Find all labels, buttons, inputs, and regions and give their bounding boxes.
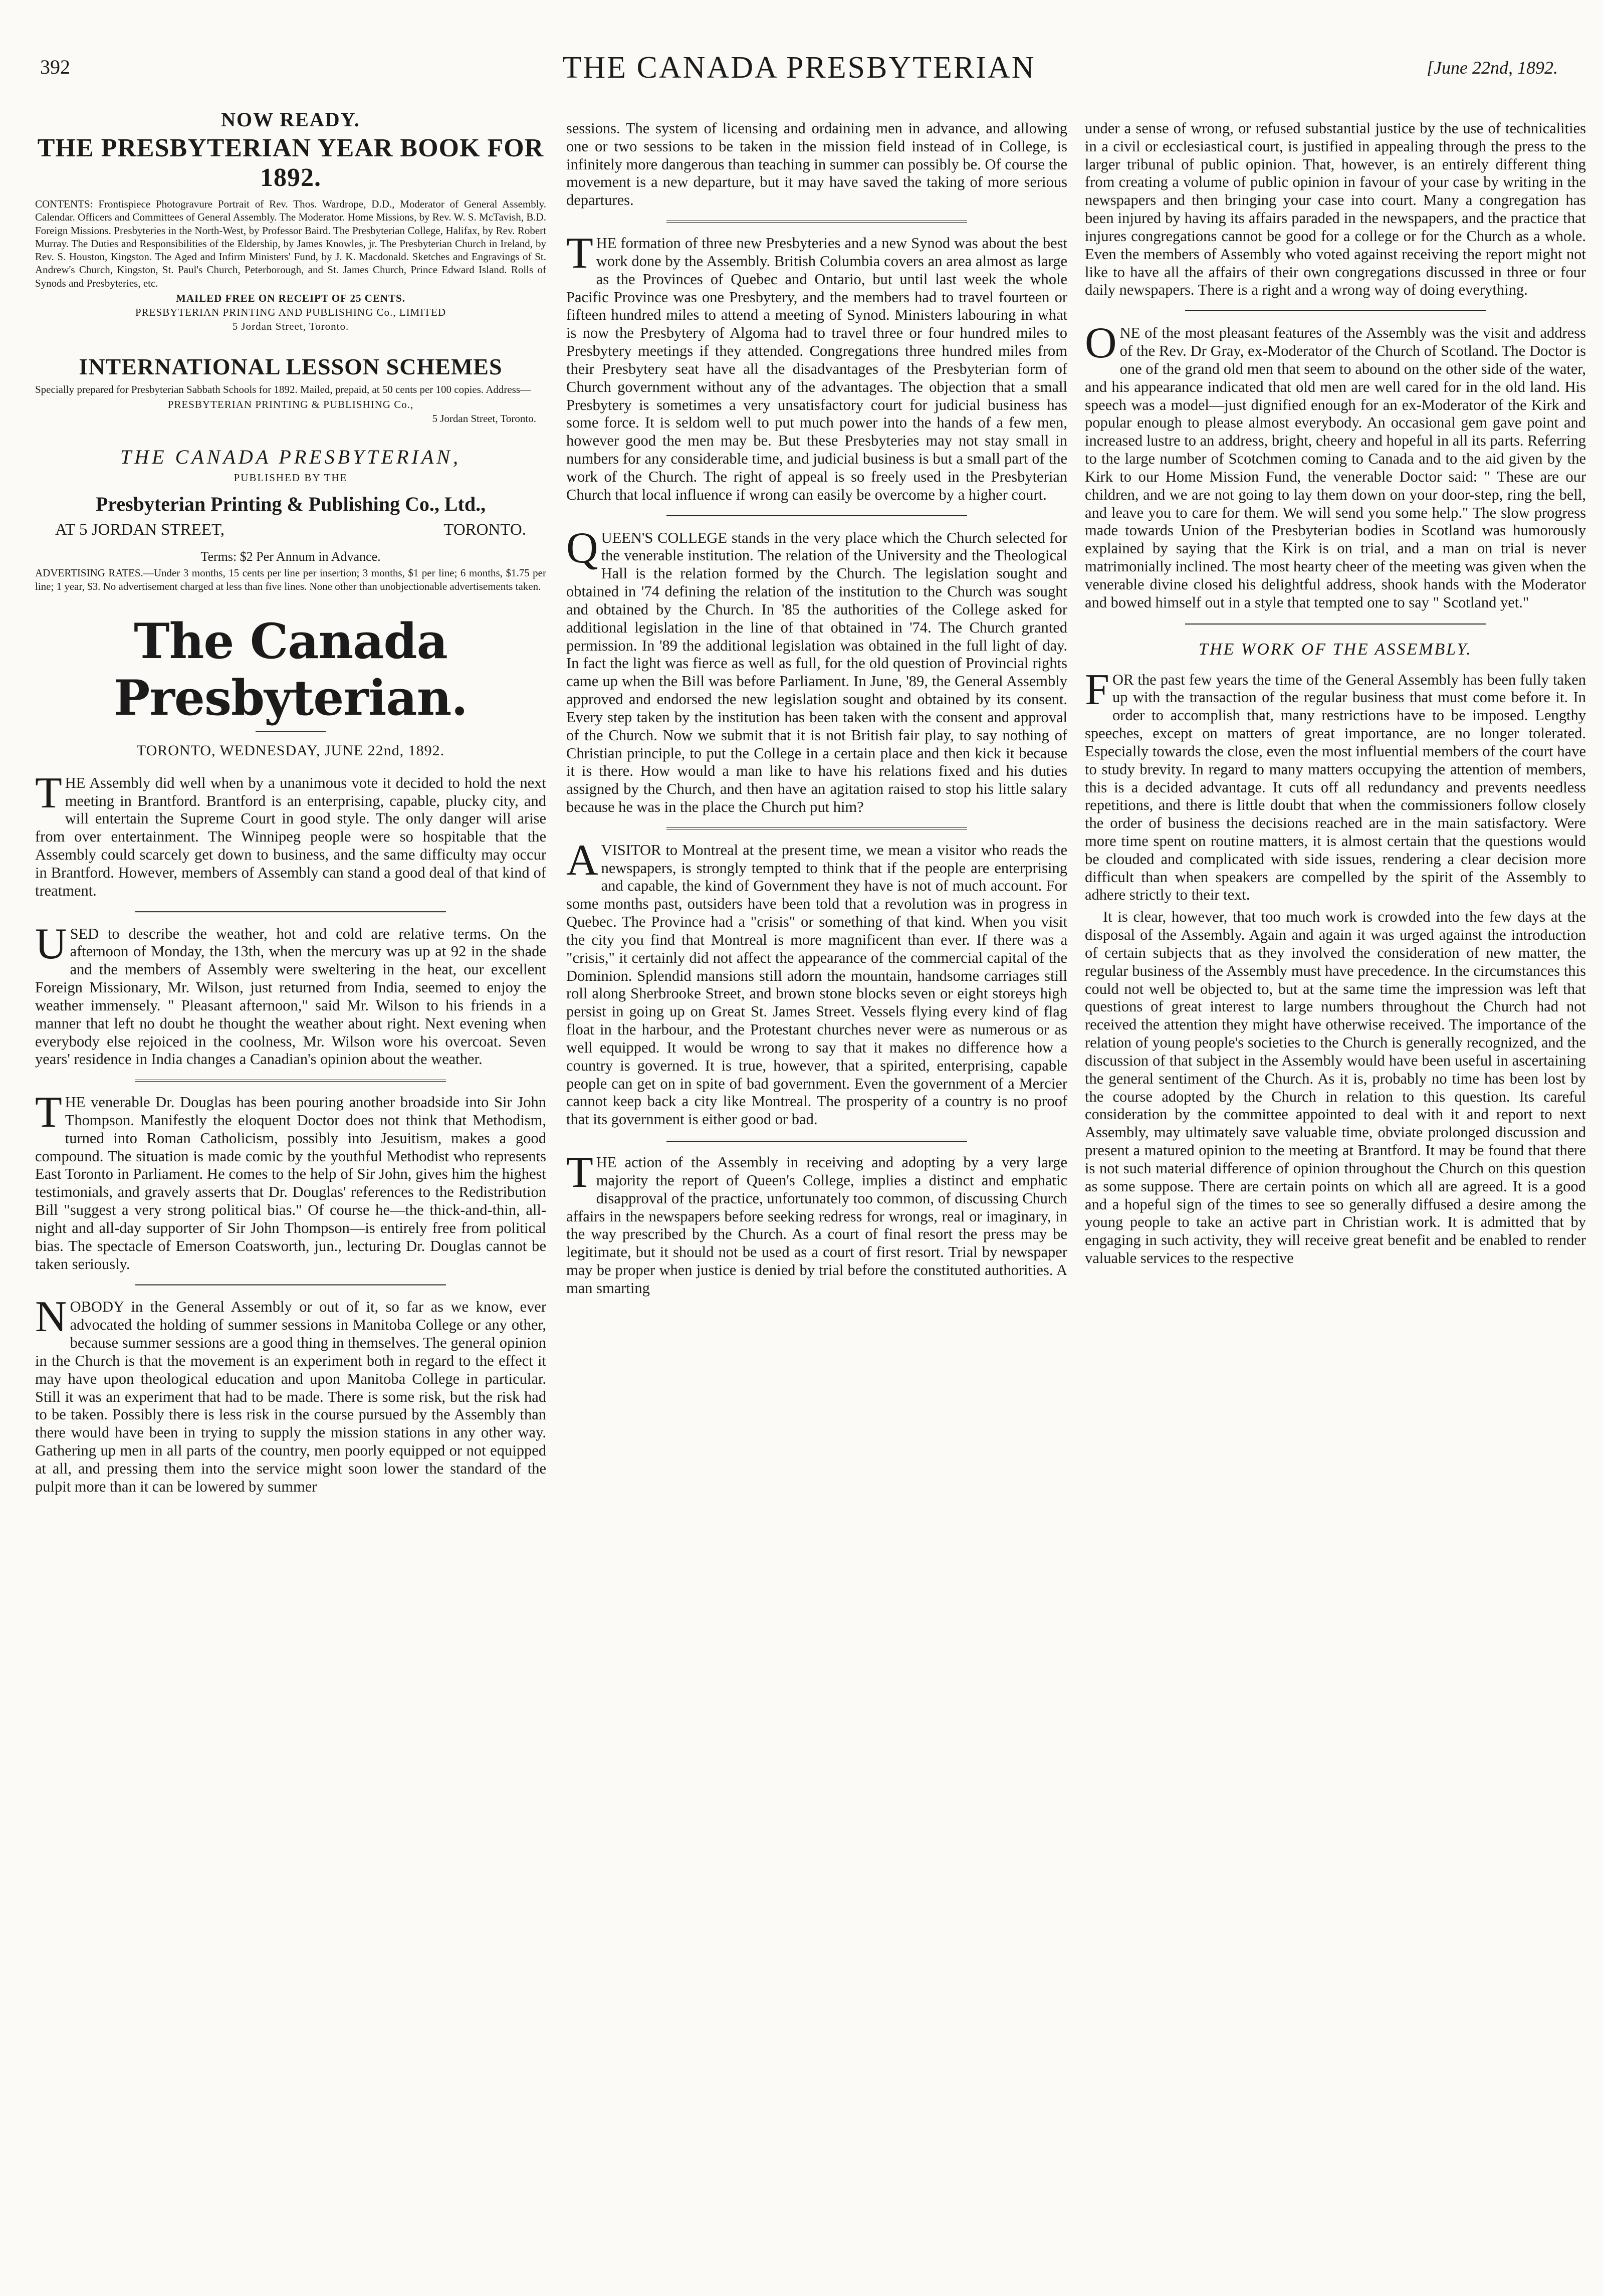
drop-cap: T (566, 1148, 593, 1197)
article-paragraph (566, 229, 1067, 504)
paragraph-text: SED to describe the weather, hot and cold are relative terms. On the afternoon of Monday, the 13th, when the mercury was up at 92 in the shade and the members of Assembly were sweltering in the heat, our excellent Foreign Missionary, Mr. Wilson, just returned from India, seemed to enjoy the weather immensely. " Pleasant afternoon," said Mr. Wilson to his friends in a manner that left no doubt he thought the weather about right. Next evening when everybody else rejoiced in the coolness, Mr. Wilson wore his overcoat. Seven years' residence in India changes a Canadian's opinion about the weather. (35, 925, 546, 1068)
article-paragraph (1085, 908, 1586, 1268)
paragraph-text: HE formation of three new Presbyteries and a new Synod was about the best work done by the Assembly. British Columbia covers an area almost as large as the Provinces of Quebec and Ontario, but until last week the whole Pacific Province was one Presbytery, and the members had to travel fourteen or fifteen hundred miles to attend a meeting of Synod. Ministers labouring in what is now the Presbytery of Algoma had to travel three or four hundred miles to Presbytery meetings if they attended. Congregations three hundred miles from their Presbytery seat have all the disadvantages of the Presbyterian form of Church government without any of the advantages. The objection that a small Presbytery is sometimes a very unsatisfactory court for judicial business has some force. It is seldom well to put much power into the hands of a few men, however good the men may be. But these Presbyteries may not stay small in numbers for any considerable time, and judicial business is but a small part of the work of the Church. The right of appeal is so freely used in the Presbyterian Church that local influence if wrong can easily be overcome by a higher court. (566, 235, 1067, 503)
paragraph-text: HE Assembly did well when by a unanimous vote it decided to hold the next meeting in Brantford. Brantford is an enterprising, capable, plucky city, and will entertain the Supreme Court in good style. The only danger will arise from over entertainment. The Winnipeg people were so hospitable that the Assembly could scarcely get down to business, and the same difficulty may occur in Brantford. However, members of Assembly can stand a good deal of that kind of treatment. (35, 774, 546, 899)
lesson-schemes-title: INTERNATIONAL LESSON SCHEMES (79, 353, 503, 379)
paragraph-text: OR the past few years the time of the General Assembly has been fully taken up with the transaction of the regular business that must come before it. In order to accomplish that, many restrictions have to be imposed. Lengthy speeches, except on matters of great importance, are no longer tolerated. Especially towards the close, even the most influential members of the court have to study brevity. In regard to many matters occupying the attention of members, this is a decided advantage. It cuts off all redundancy and prevents needless repetitions, and there is little doubt that when the commissioners follow closely the order of business the decisions reached are in the main satisfactory. Were more time spent on routine matters, it is almost certain that the questions would be clouded and complicated with side issues, rendering a clear decision more difficult than when speakers are compelled by the spirit of the Assembly to adhere strictly to their text. (1085, 671, 1586, 904)
issue-date-header: [June 22nd, 1892. (1427, 58, 1558, 78)
paragraph-text: It is clear, however, that too much work is crowded into the few days at the disposal of the Assembly. Again and again it was urged against the introduction of certain subjects that as they involved the consideration of new matter, the regular business of the Assembly must have precedence. In the circumstances this could not well be objected to, but at the same time the impression was left that questions of great interest to large numbers throughout the Church had not received the attention they might have otherwise received. The importance of the relation of young people's societies to the Church is generally recognized, and the discussion of that subject in the Assembly would have been useful in ascertaining the general sentiment of the Church. As it is, probably no time has been lost by the course adopted by the Church in relation to this question. Its careful consideration by the committee appointed to deal with it and report to next Assembly, may ultimately save valuable time, obviate prolonged discussion and present a matured opinion to the meeting at Brantford. It may be found that there is not such material difference of opinion throughout the Church on this question as some suppose. There are certain points on which all are agreed. It is a good and a hopeful sign of the times to see so generally diffused a desire among the young people to take an active part in Christian work. It is admitted that by engaging in such activity, they will receive great benefit and be enabled to render valuable services to the respective (1085, 908, 1586, 1267)
advertisement-block (35, 108, 546, 593)
section-divider (135, 911, 446, 913)
section-divider (666, 827, 967, 829)
printer-name: PRESBYTERIAN PRINTING AND PUBLISHING Co., LIMITED (135, 306, 446, 318)
paragraph-text: NE of the most pleasant features of the Assembly was the visit and address of the Rev. Dr Gray, ex-Moderator of the Church of Scotland. The Doctor is one of the grand old men that seem to abound on the other side of the water, and his appearance indicated that old men are well cared for in the old land. His speech was a model—just dignified enough for an ex-Moderator of the Kirk and popular enough to please almost everybody. An occasional gem gave point and increased lustre to an address, bright, cheery and hopeful in all its parts. Referring to the large number of Scotchmen coming to Canada and to the aid given by the Kirk to our Home Mission Fund, the venerable Doctor said: " These are our children, and we are not going to lay them down on your door-step, ring the bell, and leave you to care for them. We will send you some help." The slow progress made towards Union of the Presbyterian bodies in Scotland was humorously explained by saying that the Kirk is on trial, and a man on trial is never matrimonially inclined. The most hearty cheer of the meeting was given when the venerable divine closed his delightful address, shook hands with the Moderator and bowed himself out in a style that tempted one to say " Scotland yet." (1085, 324, 1586, 611)
column-1 (35, 108, 546, 2271)
article-paragraph (1085, 319, 1586, 611)
section-divider (135, 1284, 446, 1286)
paragraph-text: UEEN'S COLLEGE stands in the very place which the Church selected for the venerable institution. The relation of the University and the Theological Hall is the relation formed by the Church. The legislation sought and obtained in '74 defining the relation of the institution to the Church was sought and obtained by the Church. In '85 the authorities of the College asked for additional legislation in the line of that obtained in '74. The Church granted permission. In '89 the additional legislation was obtained in the full light of day. In fact the light was fierce as well as full, for the old question of Provincial rights came up when the Bill was before Parliament. In June, '89, the General Assembly approved and endorsed the new legislation sought and obtained by its consent. Every step taken by the institution has been taken with the consent and approval of the Church. Now we submit that it is not British fair play, to say nothing of Christian principle, to put the College in a certain place and then kick it because it is there. How would a man like to have his relations fixed and his duties assigned by the Church, and then have an agitation raised to stop his little salary because he was in the place the Church put him? (566, 529, 1067, 815)
now-ready: NOW READY. (221, 108, 360, 131)
section-divider (1185, 310, 1486, 312)
drop-cap: N (35, 1293, 67, 1342)
paragraph-text: under a sense of wrong, or refused substantial justice by the use of technicalities in a civil or ecclesiastical court, is justified in appealing through the press to the larger tribunal of public opinion. That, however, is an entirely different thing from creating a volume of public opinion in favour of your case by writing in the newspapers and then bringing your case into court. Many a congregation has been injured by having its affairs paraded in the newspapers, and the practice that injures congregations cannot be good for a college or for the Church as a whole. Even the members of Assembly who voted against receiving the report might not like to have all the affairs of their own congregations discussed in three or four daily newspapers. There is a right and a wrong way of doing everything. (1085, 120, 1586, 299)
column-2 (566, 108, 1067, 2271)
section-divider (666, 515, 967, 517)
divider (256, 731, 326, 732)
drop-cap: T (35, 1088, 62, 1137)
lesson-schemes-printer: PRESBYTERIAN PRINTING & PUBLISHING Co., (167, 398, 414, 410)
mailed-free: MAILED FREE ON RECEIPT OF 25 CENTS. (176, 292, 405, 304)
section-divider (666, 1140, 967, 1142)
newspaper-title: THE CANADA PRESBYTERIAN (562, 51, 1036, 85)
subscription-terms: Terms: $2 Per Annum in Advance. (200, 549, 381, 564)
article-paragraph (566, 836, 1067, 1129)
drop-cap: Q (566, 523, 598, 572)
drop-cap: U (35, 919, 67, 968)
article-paragraph (35, 1293, 546, 1496)
paragraph-text: VISITOR to Montreal at the present time, we mean a visitor who reads the newspapers, is strongly tempted to think that if the people are enterprising and capable, the kind of Government they have is not of much account. For some months past, outsiders have been told that a revolution was in progress in Quebec. The Province had a "crisis" or something of that kind. When you visit the city you find that Montreal is more magnificent than ever. If there was a "crisis," it certainly did not affect the appearance of the commercial capital of the Dominion. Splendid mansions still adorn the mountain, handsome carriages still roll along Sherbrooke Street, and brown stone blocks seven or eight storeys high persist in going up on Great St. James Street. Vessels flying every kind of flag float in the harbour, and the Protestant churches never were as numerous or as well equipped. It would be wrong to say that it makes no difference how a country is governed. It is true, however, that a spirited, enterprising, capable people can get on in spite of bad government. Even the government of a Mercier cannot keep back a city like Montreal. The prosperity of a country is no proof that its government is either good or bad. (566, 841, 1067, 1128)
section-divider (666, 221, 967, 223)
article-paragraph (566, 120, 1067, 210)
drop-cap: F (1085, 665, 1109, 714)
masthead: The Canada Presbyterian. (114, 612, 468, 726)
published-by: PUBLISHED BY THE (234, 472, 348, 484)
year-book-title: THE PRESBYTERIAN YEAR BOOK FOR 1892. (37, 134, 544, 192)
paper-name-italic: THE CANADA PRESBYTERIAN, (120, 446, 461, 469)
advertising-rates: ADVERTISING RATES.—Under 3 months, 15 cents per line per insertion; 3 months, $1 per line; 6 months, $1.75 per line; 1 year, $3. No advertisement charged at less than five lines. None other than unobjectionable advertisements taken. (35, 567, 546, 592)
issue-dateline: TORONTO, WEDNESDAY, JUNE 22nd, 1892. (136, 742, 445, 759)
lesson-schemes-address: 5 Jordan Street, Toronto. (432, 412, 536, 425)
article-paragraph (35, 919, 546, 1069)
article-paragraph (566, 1148, 1067, 1298)
paragraph-text: HE action of the Assembly in receiving and adopting by a very large majority the report of Queen's College, implies a distinct and emphatic disapproval of the practice, unfortunately too common, of discussing Church affairs in the newspapers before seeking redress for wrongs, real or imaginary, in the way prescribed by the Church. As a court of final resort the press may be legitimate, but it should not be used as a court of first resort. Trial by newspaper may be proper when justice is denied by trial before the constituted authorities. A man smarting (566, 1154, 1067, 1297)
section-heading: THE WORK OF THE ASSEMBLY. (1199, 640, 1472, 659)
article-paragraph (1085, 120, 1586, 299)
drop-cap: A (566, 836, 598, 885)
article-paragraph (566, 523, 1067, 816)
drop-cap: O (1085, 319, 1117, 368)
year-book-contents: CONTENTS: Frontispiece Photogravure Portrait of Rev. Thos. Wardrope, D.D., Moderator of General Assembly. Calendar. Officers and Committees of General Assembly. The Moderator. Home Missions, by Rev. W. S. McTavish, B.D. Foreign Missions. Presbyteries in the North-West, by Professor Baird. The Presbyterian College, Halifax, by Rev. Robert Murray. The Duties and Responsibilities of the Eldership, by James Knowles, jr. The Presbyterian Church in Ireland, by Rev. S. Houston, Kingston. The Aged and Infirm Ministers' Fund, by J. K. Macdonald. Sketches and Engravings of St. Andrew's Church, Kingston, St. Paul's Church, Peterborough, and St. James Church, Prince Edward Island. Rolls of Synods and Presbyteries, etc. (35, 198, 546, 289)
page-number: 392 (40, 56, 70, 78)
section-divider (135, 1080, 446, 1082)
publisher-address (35, 521, 546, 539)
printer-address: 5 Jordan Street, Toronto. (232, 320, 349, 333)
article-paragraph (35, 768, 546, 900)
lesson-schemes-text: Specially prepared for Presbyterian Sabbath Schools for 1892. Mailed, prepaid, at 50 cents per 100 copies. Address— (35, 383, 531, 395)
column-3 (1085, 108, 1586, 2271)
article-paragraph (35, 1088, 546, 1273)
publisher-name: Presbyterian Printing & Publishing Co., Ltd., (95, 493, 486, 516)
paragraph-text: OBODY in the General Assembly or out of it, so far as we know, ever advocated the holding of summer sessions in Manitoba College or any other, because summer sessions are a good thing in themselves. The general opinion in the Church is that the movement is an experiment both in regard to the effect it may have upon theological education and upon Manitoba College in particular. Still it was an experiment that had to be made. There is some risk, but the risk had to be taken. Possibly there is less risk in the course pursued by the Assembly than there would have been in trying to supply the mission stations in any other way. Gathering up men in all parts of the country, men poorly equipped or not equipped at all, and pressing them into the service might soon lower the standard of the pulpit more than it can be lowered by summer (35, 1298, 546, 1495)
street: AT 5 JORDAN STREET, (55, 521, 224, 539)
drop-cap: T (566, 229, 593, 278)
article-paragraph (1085, 665, 1586, 905)
drop-cap: T (35, 768, 62, 817)
paragraph-text: HE venerable Dr. Douglas has been pouring another broadside into Sir John Thompson. Manifestly the eloquent Doctor does not think that Methodism, turned into Roman Catholicism, possibly into Jesuitism, makes a good compound. The situation is made comic by the youthful Methodist who represents East Toronto in Parliament. He comes to the help of Sir John, gives him the highest testimonials, and gravely asserts that Dr. Douglas' references to the Redistribution Bill "suggest a very strong political bias." Of course he—the thick-and-thin, all-night and all-day supporter of Sir John Thompson—is entirely free from political bias. The spectacle of Emerson Coatsworth, jun., lecturing Dr. Douglas cannot be taken seriously. (35, 1094, 546, 1273)
section-divider (1185, 623, 1486, 625)
paragraph-text: sessions. The system of licensing and ordaining men in advance, and allowing one or two sessions to be taken in the mission field instead of in College, is infinitely more dangerous than teaching in summer can possibly be. Of course the movement is a new departure, but it may have saved the taking of more serious departures. (566, 120, 1067, 209)
page-header (40, 50, 1558, 90)
city: TORONTO. (443, 521, 526, 539)
